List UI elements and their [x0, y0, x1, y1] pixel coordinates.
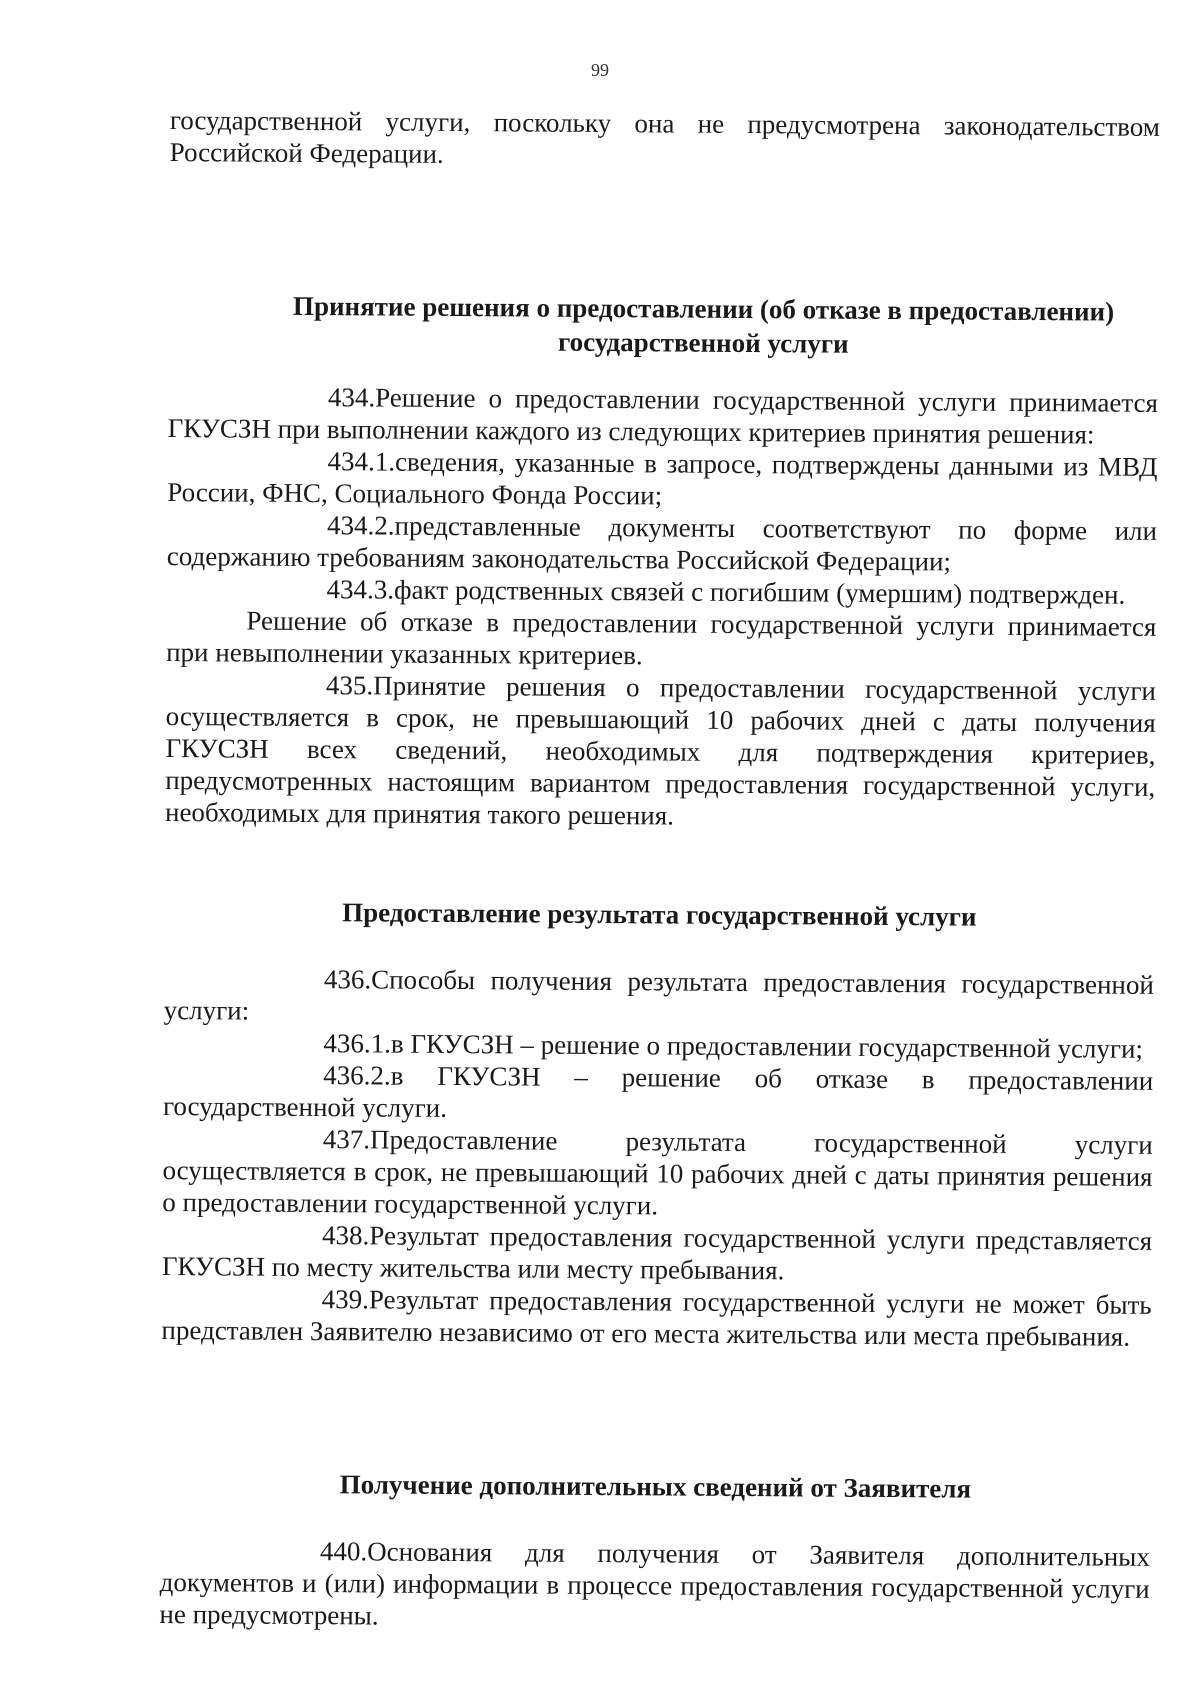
- paragraph-436-2: [163, 1058, 1153, 1129]
- paragraph-number: 434.2.: [326, 510, 395, 541]
- paragraph-text: Способы получения результата предоставления государственной услуги:: [163, 964, 1154, 1026]
- paragraph-435: [165, 668, 1156, 835]
- section-heading-result: Предоставление результата государственной услуги: [342, 897, 977, 932]
- section-heading-decision: Принятие решения о предоставлении (об отказе в предоставлении) государственной услуги: [292, 290, 1115, 359]
- paragraph-434-1: [167, 444, 1157, 515]
- paragraph-text: Результат предоставления государственной услуги представляется ГКУСЗН по месту жительства или месту пребывания.: [161, 1220, 1153, 1286]
- section-heading-additional-info: Получение дополнительных сведений от Заявителя: [339, 1469, 972, 1504]
- paragraph-text: сведения, указанные в запросе, подтверждены данными из МВД России, ФНС, Социального Фонда России;: [167, 446, 1158, 511]
- paragraph-text: Предоставление результата государственной услуги осуществляется в срок, не превышающий 10 рабочих дней с даты принятия решения о предоставлении государственной услуги.: [162, 1124, 1153, 1221]
- paragraph-number: 434.1.: [327, 446, 396, 477]
- paragraph-number: 435.: [325, 670, 374, 701]
- paragraph-number: 438.: [322, 1220, 370, 1251]
- paragraph-text: Результат предоставления государственной услуги не может быть представлен Заявителю независимо от его места жительства или места пребывания.: [161, 1284, 1152, 1352]
- paragraph-440: [159, 1534, 1150, 1637]
- intro-paragraph: государственной услуги, поскольку она не предусмотрена законодательством Российской Федерации.: [169, 104, 1160, 169]
- paragraph-434: [168, 380, 1158, 451]
- page-content: [159, 104, 1160, 1637]
- paragraph-434-2: [167, 508, 1157, 579]
- paragraph-text: в ГКУСЗН – решение о предоставлении государственной услуги;: [390, 1028, 1144, 1064]
- paragraph-text: представленные документы соответствуют по форме или содержанию требованиям законодательства Российской Федерации;: [166, 510, 1158, 577]
- paragraph-437: [162, 1122, 1153, 1225]
- paragraph-number: 436.: [323, 964, 372, 995]
- paragraph-number: 440.: [319, 1536, 368, 1567]
- paragraph-text: Решение о предоставлении государственной услуги принимается ГКУСЗН при выполнении каждого из следующих критериев принятия решения:: [167, 382, 1159, 450]
- paragraph-text: Решение об отказе в предоставлении государственной услуги принимается при невыполнении указанных критериев.: [166, 605, 1157, 671]
- paragraph-number: 434.3.: [326, 574, 395, 605]
- paragraph-number: 436.1.: [323, 1028, 392, 1059]
- paragraph-text: Основания для получения от Заявителя дополнительных документов и (или) информации в процессе предоставления государственной услуги не предусмотрены.: [159, 1536, 1150, 1631]
- page-number: 99: [591, 60, 609, 80]
- paragraph-436: [164, 962, 1154, 1033]
- paragraph-number: 439.: [321, 1284, 370, 1315]
- paragraph-text: в ГКУСЗН – решение об отказе в предоставлении государственной услуги.: [162, 1060, 1154, 1123]
- paragraph-number: 434.: [327, 382, 376, 413]
- paragraph-text: факт родственных связей с погибшим (умершим) подтвержден.: [394, 574, 1126, 610]
- paragraph-refusal: [166, 604, 1156, 675]
- paragraph-439: [161, 1282, 1151, 1353]
- paragraph-438: [162, 1218, 1152, 1289]
- paragraph-text: Принятие решения о предоставлении государственной услуги осуществляется в срок, не превышающий 10 рабочих дней с даты получения ГКУСЗН всех сведений, необходимых для подтверждения критериев, предусмотренных настоящим вариантом предоставления государственной услуги, необходимых для принятия такого решения.: [164, 670, 1157, 831]
- paragraph-number: 436.2.: [323, 1060, 391, 1091]
- paragraph-number: 437.: [322, 1124, 371, 1155]
